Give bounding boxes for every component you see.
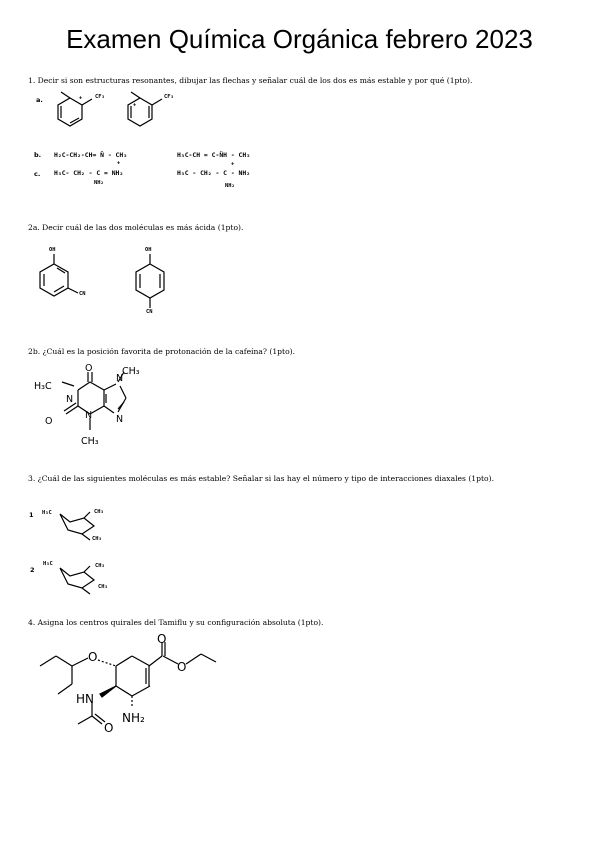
question-4-text: 4. Asigna los centros quirales del Tamiflu y su configuración absoluta (1pto).	[28, 618, 324, 627]
q1c-left-nh2: NH₂	[94, 180, 104, 186]
q3-2-h3c: H₃C	[43, 561, 53, 567]
q2b-o-top-label: O	[85, 363, 93, 374]
q2a-oh-right: OH	[145, 247, 152, 253]
q4-nh2-label: NH₂	[122, 711, 145, 725]
q3-1-ch3-bottom: CH₃	[92, 536, 102, 542]
q1a-plus-right: +	[133, 102, 137, 108]
q1c-right-formula: H₃C - CH₂ - C - NH₂	[177, 169, 251, 177]
q2b-n9-label: N	[116, 414, 124, 425]
q4-ether-o: O	[88, 650, 98, 664]
page-title: Examen Química Orgánica febrero 2023	[66, 24, 533, 54]
q1c-right-nh2: NH₂	[225, 183, 235, 189]
q2a-oh-left: OH	[49, 247, 56, 253]
q3-cyclohexane-1	[56, 506, 126, 546]
question-2b-text: 2b. ¿Cuál es la posición favorita de protonación de la cafeína? (1pto).	[28, 347, 296, 356]
q2b-caffeine-structure	[34, 362, 174, 452]
q1c-plus-left: +	[117, 160, 121, 166]
q4-tamiflu-structure	[36, 632, 236, 742]
q2b-ch3-bottom-label: CH₃	[81, 436, 99, 447]
q2b-h3c-label: H₃C	[34, 381, 52, 392]
q1-label-b: b.	[34, 151, 42, 159]
q2a-cn-left: CN	[79, 291, 86, 297]
q2a-para-cyanophenol	[130, 248, 200, 318]
q2b-ch3-top-label: CH₃	[122, 366, 140, 377]
q1a-cf3-right: CF₃	[164, 94, 174, 100]
q4-ester-o: O	[177, 660, 187, 674]
q3-1-h3c: H₃C	[42, 510, 52, 516]
q3-2-ch3-top: CH₃	[95, 563, 105, 569]
q3-cyclohexane-2	[56, 560, 126, 600]
q1a-plus-left: +	[79, 95, 83, 101]
q4-carbonyl-o: O	[157, 632, 167, 646]
q3-label-1: 1	[29, 511, 34, 519]
q2b-n7-label: N	[116, 373, 124, 384]
q1a-cf3-left: CF₃	[95, 94, 105, 100]
q1-label-a: a.	[36, 96, 43, 104]
q3-1-ch3-top: CH₃	[94, 509, 104, 515]
q4-hn-label: HN	[76, 692, 94, 706]
q2a-cn-right: CN	[146, 309, 153, 315]
q1c-plus-right: +	[231, 161, 235, 167]
q3-2-ch3-bottom: CH₃	[98, 584, 108, 590]
q2b-o-left-label: O	[45, 416, 53, 427]
q4-amide-o: O	[104, 721, 114, 735]
q3-label-2: 2	[30, 566, 35, 574]
q1-label-c: c.	[34, 170, 41, 178]
q2a-meta-cyanophenol	[34, 248, 104, 308]
q2b-n3-label: N	[85, 410, 93, 421]
q1b-right-formula: H₃C-CH = C-N̈H - CH₃	[177, 151, 251, 159]
question-1-text: 1. Decir si son estructuras resonantes, dibujar las flechas y señalar cuál de los dos es más estable y por qué (1pto).	[28, 76, 473, 85]
q1b-left-formula: H₂C-CH₂-CH= N̈ - CH₃	[54, 151, 128, 159]
question-2a-text: 2a. Decir cuál de las dos moléculas es más ácida (1pto).	[28, 223, 244, 232]
q1c-left-formula: H₃C- CH₂ - C = NH₂	[54, 169, 124, 177]
q2b-n1-label: N	[66, 394, 74, 405]
question-3-text: 3. ¿Cuál de las siguientes moléculas es más estable? Señalar si las hay el número y tipo de interacciones diaxales (1pto).	[28, 474, 494, 483]
